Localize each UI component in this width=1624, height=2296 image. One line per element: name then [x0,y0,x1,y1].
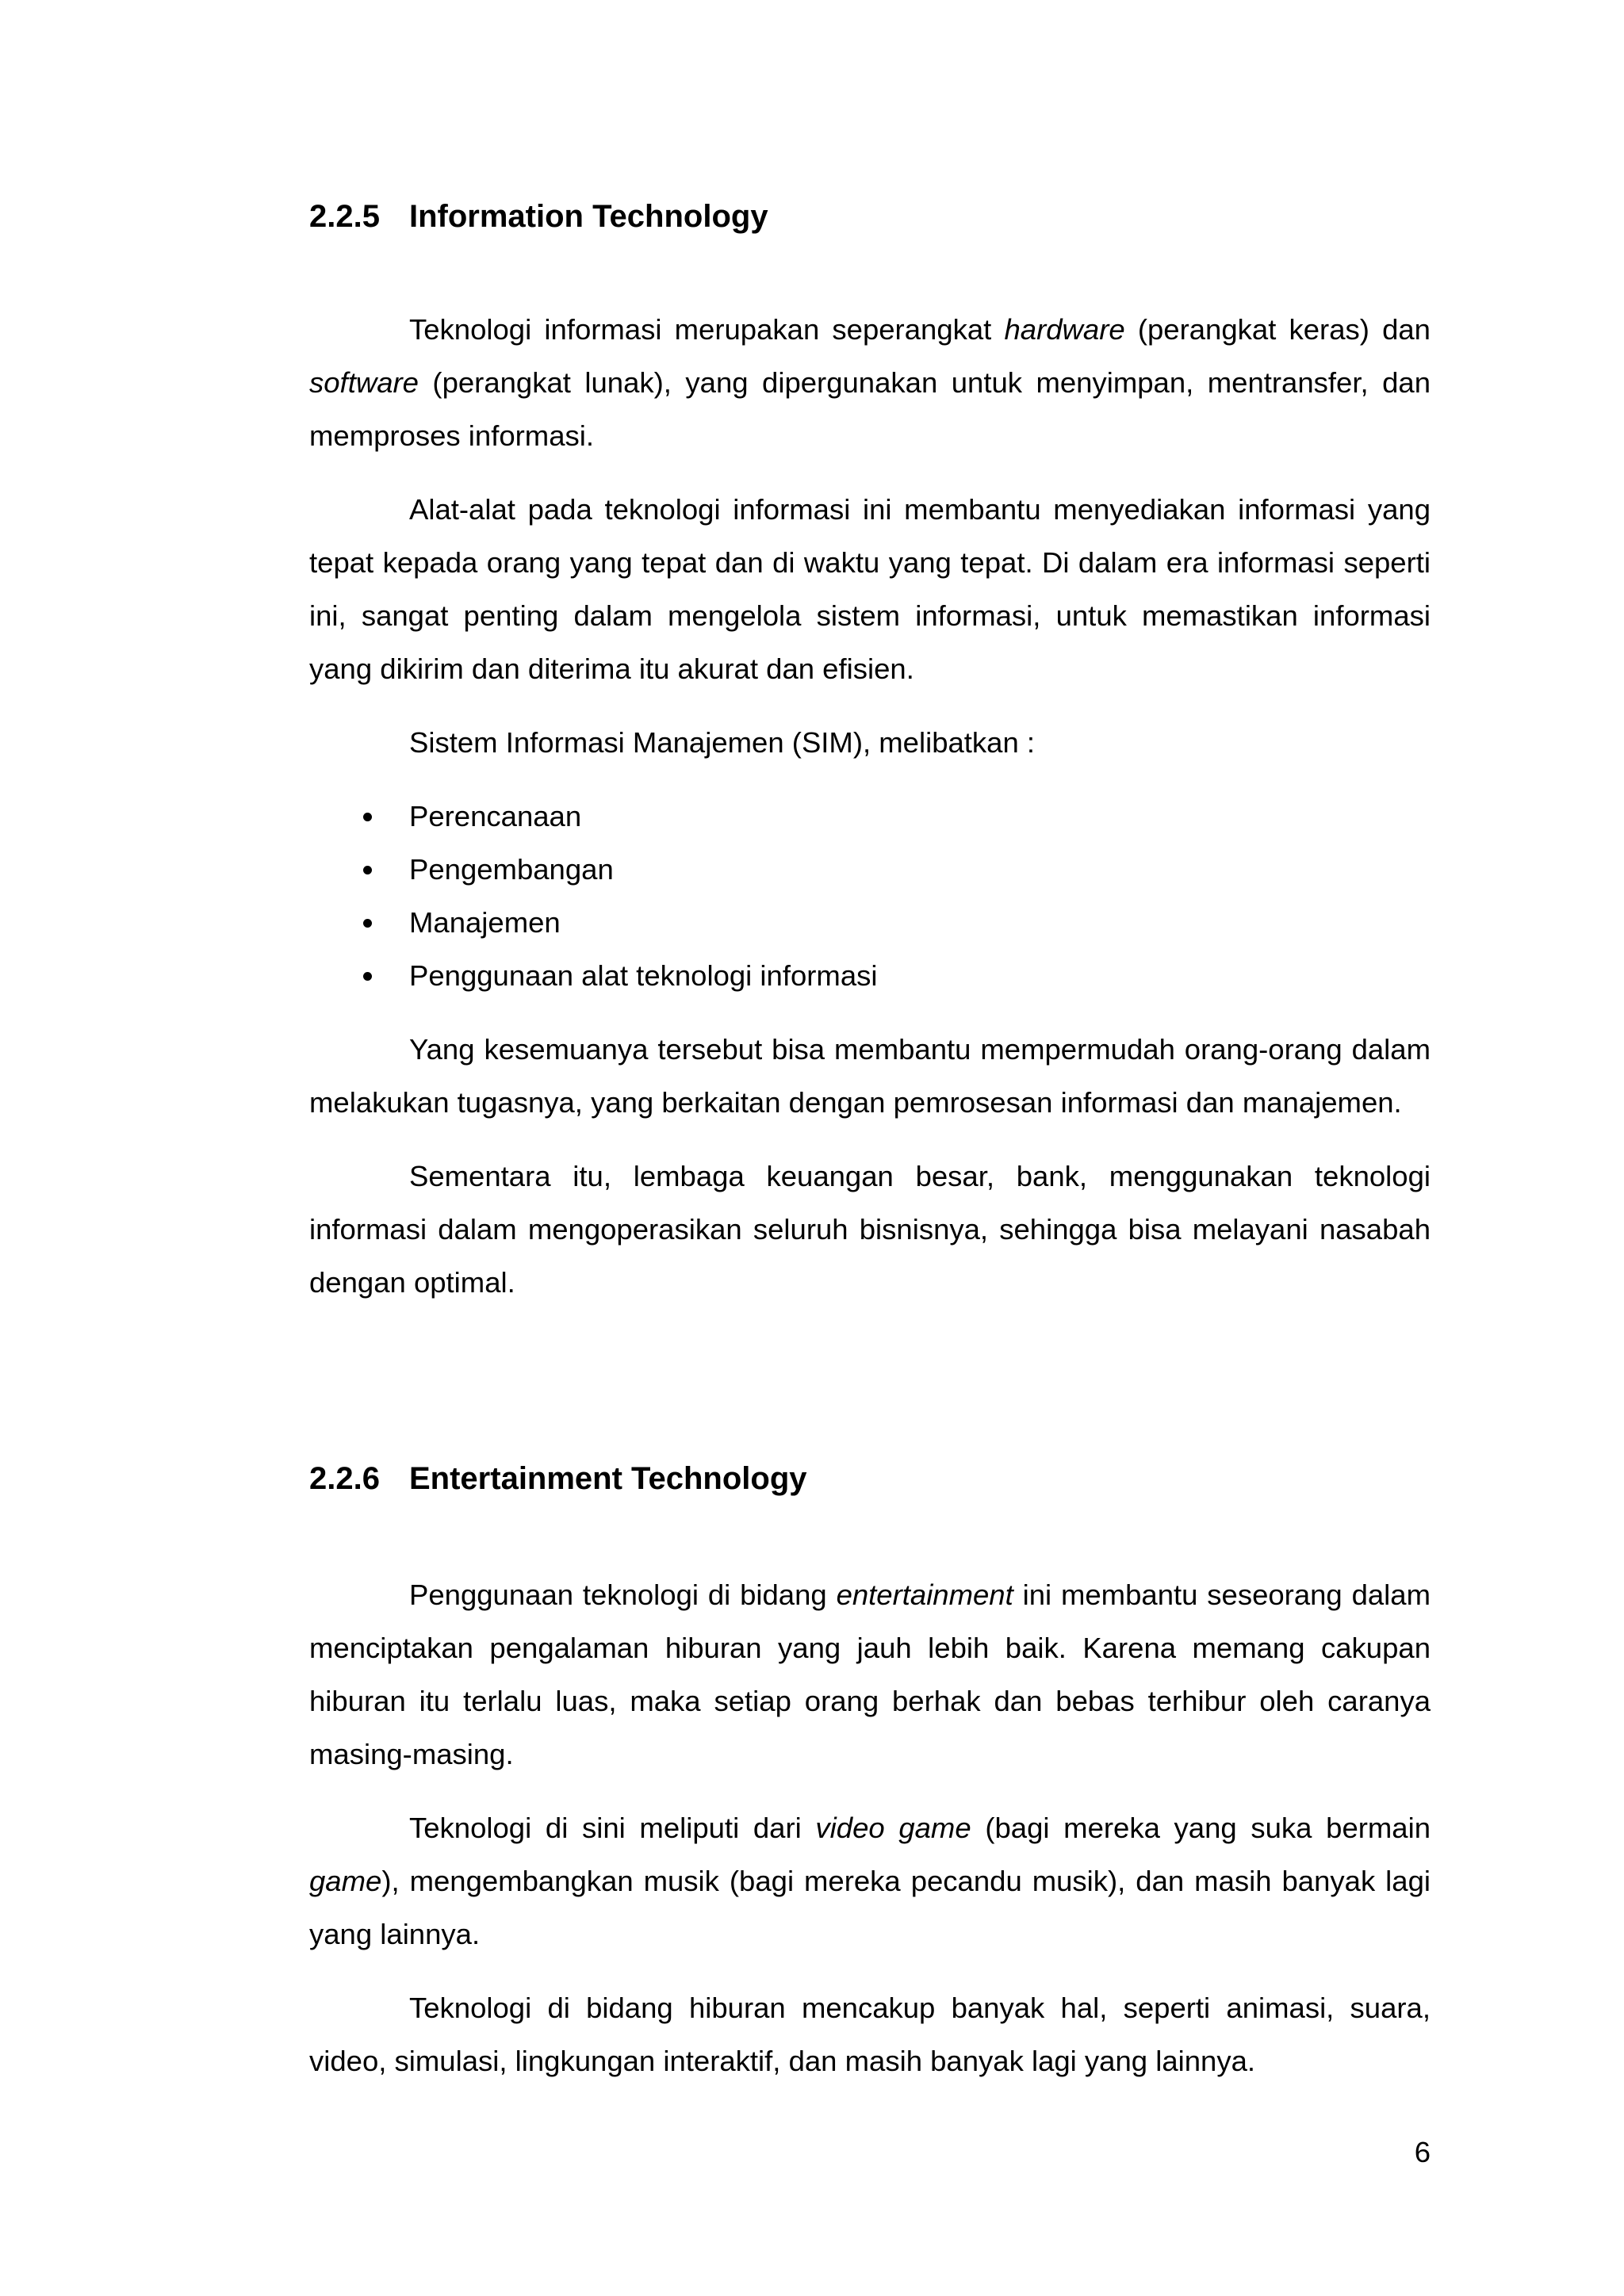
paragraph: Sementara itu, lembaga keuangan besar, bank, menggunakan teknologi informasi dalam mengoperasikan seluruh bisnisnya, sehingga bisa melayani nasabah dengan optimal. [309,1160,1431,1299]
italic-term: software [309,366,419,399]
text-run: Teknologi di sini meliputi dari [409,1812,816,1844]
list-item [309,949,1431,1002]
section-number: 2.2.6 [309,1461,380,1496]
section-title: Information Technology [409,199,768,234]
text-run: (perangkat keras) dan [1124,313,1431,346]
text-run: ), mengembangkan musik (bagi mereka pecandu musik), dan masih banyak lagi yang lainnya. [309,1865,1431,1950]
section-number: 2.2.5 [309,199,380,234]
text-run: (perangkat lunak), yang dipergunakan untuk menyimpan, mentransfer, dan memproses informasi. [309,366,1431,452]
paragraph: Yang kesemuanya tersebut bisa membantu mempermudah orang-orang dalam melakukan tugasnya, yang berkaitan dengan pemrosesan informasi dan manajemen. [309,1033,1431,1119]
list-item-text: Pengembangan [409,853,614,886]
bullet-icon [363,866,372,874]
text-run: (bagi mereka yang suka bermain [971,1812,1431,1844]
section-body-2-2-6 [309,1568,1431,2108]
text-run: Penggunaan teknologi di bidang [409,1578,837,1611]
section-heading-2-2-6 [309,1459,807,1498]
list-item-text: Perencanaan [409,800,582,832]
text-run: ini membantu seseorang dalam menciptakan pengalaman hiburan yang jauh lebih baik. Karena memang cakupan hiburan itu terlalu luas, maka setiap orang berhak dan bebas terhibur oleh caranya masing-masing. [309,1578,1431,1770]
list-item [309,843,1431,896]
italic-term: hardware [1004,313,1125,346]
bullet-icon [363,813,372,821]
paragraph [309,303,1431,462]
paragraph [309,1801,1431,1961]
list-item [309,896,1431,949]
list-item-text: Manajemen [409,906,561,939]
section-body-2-2-5 [309,303,1431,1330]
list-item-text: Penggunaan alat teknologi informasi [409,959,878,992]
section-title: Entertainment Technology [409,1461,807,1496]
paragraph: Sistem Informasi Manajemen (SIM), melibatkan : [409,726,1036,759]
section-heading-2-2-5 [309,197,768,236]
bullet-icon [363,919,372,928]
bullet-list [309,790,1431,1002]
page-number: 6 [1414,2136,1431,2168]
italic-term: video game [815,1812,971,1844]
text-run: Teknologi informasi merupakan seperangkat [409,313,1005,346]
italic-term: entertainment [836,1578,1013,1611]
paragraph: Alat-alat pada teknologi informasi ini membantu menyediakan informasi yang tepat kepada orang yang tepat dan di waktu yang tepat. Di dalam era informasi seperti ini, sangat penting dalam mengelola sistem informasi, untuk memastikan informasi yang dikirim dan diterima itu akurat dan efisien. [309,493,1431,685]
paragraph: Teknologi di bidang hiburan mencakup banyak hal, seperti animasi, suara, video, simulasi, lingkungan interaktif, dan masih banyak lagi yang lainnya. [309,1992,1431,2077]
bullet-icon [363,972,372,981]
list-item [309,790,1431,843]
paragraph [309,1568,1431,1781]
italic-term: game [309,1865,382,1897]
